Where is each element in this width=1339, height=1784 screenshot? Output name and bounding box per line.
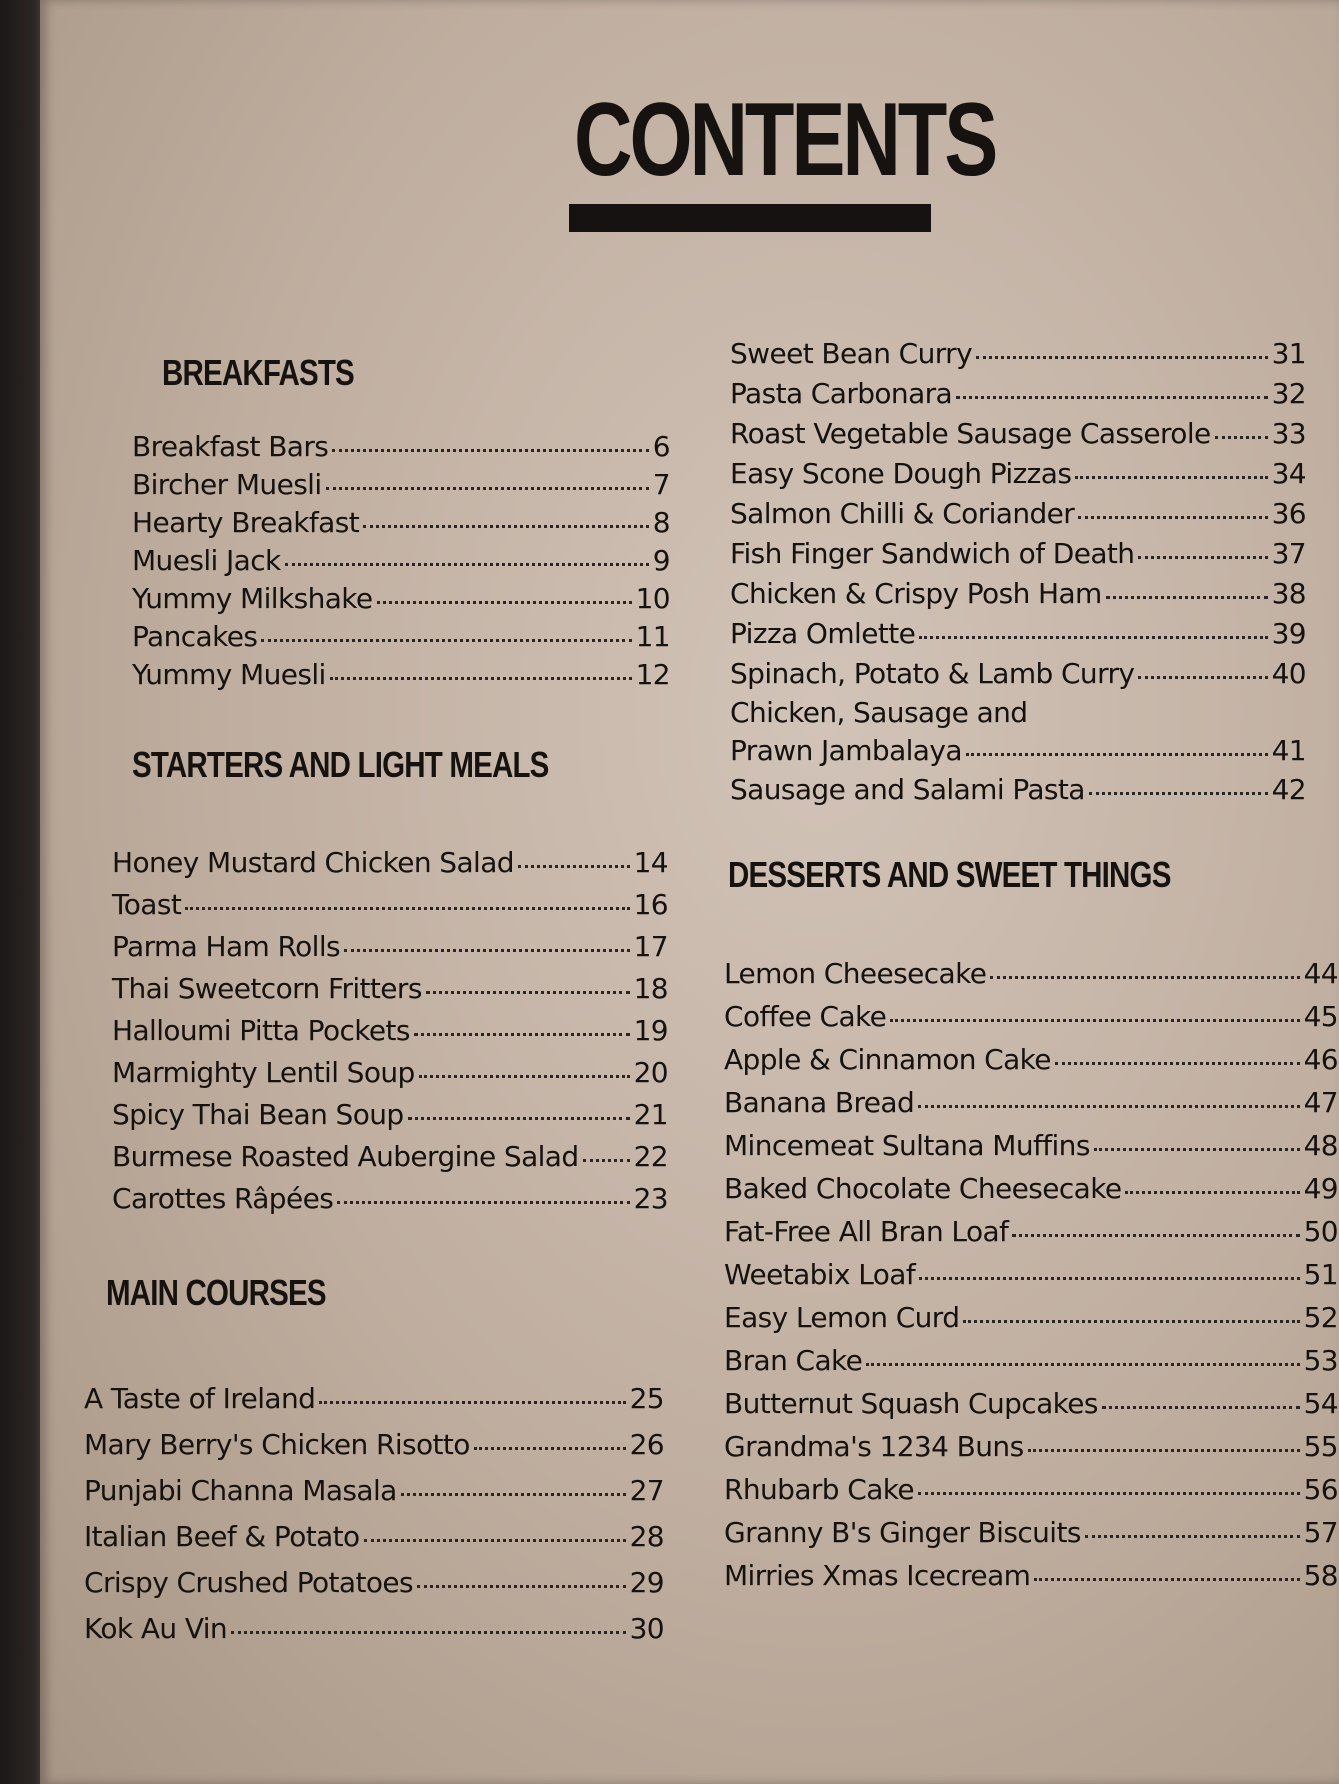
toc-entry[interactable] [724, 1296, 1338, 1339]
entry-page: 51 [1303, 1258, 1338, 1291]
entry-page: 48 [1303, 1129, 1338, 1162]
entry-page: 6 [652, 430, 670, 463]
dot-leader [976, 356, 1268, 359]
dot-leader [1028, 1449, 1300, 1452]
toc-entry[interactable] [730, 334, 1306, 374]
dot-leader [419, 1075, 630, 1078]
entry-page: 16 [633, 888, 668, 921]
dot-leader [1078, 516, 1267, 519]
entry-page: 58 [1303, 1559, 1338, 1592]
toc-entry[interactable] [112, 1178, 668, 1220]
entry-page: 38 [1271, 577, 1306, 610]
entry-page: 57 [1303, 1516, 1338, 1549]
entry-title: Salmon Chilli & Coriander [730, 497, 1075, 530]
dot-leader [1012, 1234, 1299, 1237]
dot-leader [966, 753, 1268, 756]
entry-page: 20 [633, 1056, 668, 1089]
toc-entry[interactable] [84, 1376, 664, 1422]
dot-leader [364, 1539, 626, 1542]
dot-leader [326, 487, 649, 490]
entry-page: 47 [1303, 1086, 1338, 1119]
entry-title: Roast Vegetable Sausage Casserole [730, 417, 1211, 450]
entry-title: Crispy Crushed Potatoes [84, 1566, 413, 1599]
toc-entry[interactable] [724, 1210, 1338, 1253]
toc-entry[interactable] [132, 466, 670, 504]
entry-title: Spinach, Potato & Lamb Curry [730, 657, 1135, 690]
main-courses-list-continued [730, 334, 1306, 810]
dot-leader [919, 1277, 1299, 1280]
entry-page: 41 [1271, 734, 1306, 767]
entry-page: 42 [1271, 773, 1306, 806]
toc-entry[interactable] [724, 1339, 1338, 1382]
entry-title: Burmese Roasted Aubergine Salad [112, 1140, 579, 1173]
toc-entry-wrapped[interactable] [730, 694, 1306, 770]
entry-page: 40 [1271, 657, 1306, 690]
desserts-list [724, 952, 1338, 1597]
toc-entry[interactable] [132, 428, 670, 466]
toc-entry[interactable] [112, 1010, 668, 1052]
toc-entry[interactable] [132, 618, 670, 656]
entry-title: Fish Finger Sandwich of Death [730, 537, 1135, 570]
dot-leader [1102, 1406, 1300, 1409]
entry-title: Baked Chocolate Cheesecake [724, 1172, 1122, 1205]
toc-entry[interactable] [730, 614, 1306, 654]
entry-title: Mary Berry's Chicken Risotto [84, 1428, 470, 1461]
toc-entry[interactable] [724, 1511, 1338, 1554]
dot-leader [866, 1363, 1299, 1366]
toc-entry[interactable] [112, 968, 668, 1010]
dot-leader [414, 1033, 630, 1036]
entry-page: 34 [1271, 457, 1306, 490]
entry-title: Butternut Squash Cupcakes [724, 1387, 1098, 1420]
entry-title: Coffee Cake [724, 1000, 887, 1033]
toc-entry[interactable] [730, 414, 1306, 454]
toc-entry[interactable] [730, 654, 1306, 694]
entry-title: Toast [112, 888, 182, 921]
entry-page: 45 [1303, 1000, 1338, 1033]
dot-leader [344, 949, 630, 952]
entry-title: A Taste of Ireland [84, 1382, 316, 1415]
entry-title: Easy Scone Dough Pizzas [730, 457, 1072, 490]
entry-title: Easy Lemon Curd [724, 1301, 960, 1334]
dot-leader [408, 1117, 630, 1120]
toc-entry[interactable] [724, 1038, 1338, 1081]
toc-entry[interactable] [724, 1081, 1338, 1124]
dot-leader [363, 525, 649, 528]
toc-entry[interactable] [724, 1468, 1338, 1511]
entry-page: 21 [633, 1098, 668, 1131]
entry-page: 8 [652, 506, 670, 539]
dot-leader [185, 907, 629, 910]
entry-page: 28 [629, 1520, 664, 1553]
main-courses-list [84, 1376, 664, 1652]
dot-leader [337, 1201, 629, 1204]
toc-entry[interactable] [84, 1468, 664, 1514]
dot-leader [518, 865, 630, 868]
entry-title: Weetabix Loaf [724, 1258, 916, 1291]
entry-title: Hearty Breakfast [132, 506, 360, 539]
entry-title: Thai Sweetcorn Fritters [112, 972, 422, 1005]
dot-leader [474, 1447, 626, 1450]
entry-title: Marmighty Lentil Soup [112, 1056, 415, 1089]
entry-page: 25 [629, 1382, 664, 1415]
entry-page: 29 [629, 1566, 664, 1599]
section-heading-starters: STARTERS AND LIGHT MEALS [132, 744, 549, 785]
toc-entry[interactable] [112, 1052, 668, 1094]
toc-entry[interactable] [724, 1382, 1338, 1425]
entry-page: 50 [1303, 1215, 1338, 1248]
toc-entry[interactable] [730, 534, 1306, 574]
dot-leader [377, 601, 632, 604]
toc-entry[interactable] [724, 1124, 1338, 1167]
toc-entry[interactable] [724, 1425, 1338, 1468]
toc-entry[interactable] [112, 926, 668, 968]
dot-leader [890, 1019, 1299, 1022]
contents-page [40, 0, 1339, 1784]
dot-leader [963, 1320, 1299, 1323]
title-underline [569, 204, 931, 232]
dot-leader [1055, 1062, 1300, 1065]
dot-leader [1034, 1578, 1299, 1581]
section-heading-main-courses: MAIN COURSES [106, 1272, 326, 1313]
entry-page: 33 [1271, 417, 1306, 450]
entry-title: Halloumi Pitta Pockets [112, 1014, 410, 1047]
toc-entry[interactable] [84, 1560, 664, 1606]
toc-entry[interactable] [724, 1167, 1338, 1210]
entry-page: 30 [629, 1612, 664, 1645]
toc-entry[interactable] [112, 884, 668, 926]
toc-entry[interactable] [112, 1136, 668, 1178]
entry-page: 7 [652, 468, 670, 501]
dot-leader [919, 636, 1267, 639]
entry-title: Carottes Râpées [112, 1182, 334, 1215]
toc-entry[interactable] [112, 842, 668, 884]
dot-leader [285, 563, 649, 566]
entry-title: Granny B's Ginger Biscuits [724, 1516, 1081, 1549]
entry-title: Chicken & Crispy Posh Ham [730, 577, 1102, 610]
dot-leader [261, 639, 631, 642]
entry-page: 27 [629, 1474, 664, 1507]
entry-title: Mirries Xmas Icecream [724, 1559, 1031, 1592]
dot-leader [918, 1492, 1300, 1495]
entry-page: 26 [629, 1428, 664, 1461]
entry-page: 49 [1303, 1172, 1338, 1205]
toc-entry[interactable] [730, 770, 1306, 810]
entry-title: Yummy Milkshake [132, 582, 373, 615]
dot-leader [417, 1585, 626, 1588]
entry-title: Fat-Free All Bran Loaf [724, 1215, 1009, 1248]
entry-title: Pizza Omlette [730, 617, 916, 650]
dot-leader [956, 396, 1267, 399]
entry-page: 39 [1271, 617, 1306, 650]
toc-entry[interactable] [132, 656, 670, 694]
entry-title: Punjabi Channa Masala [84, 1474, 397, 1507]
entry-title: Bircher Muesli [132, 468, 322, 501]
entry-page: 18 [633, 972, 668, 1005]
entry-page: 19 [633, 1014, 668, 1047]
entry-page: 14 [633, 846, 668, 879]
dot-leader [319, 1401, 625, 1404]
starters-list [112, 842, 668, 1220]
entry-page: 54 [1303, 1387, 1338, 1420]
entry-page: 37 [1271, 537, 1306, 570]
dot-leader [583, 1159, 630, 1162]
entry-page: 23 [633, 1182, 668, 1215]
entry-title-continued: Prawn Jambalaya [730, 734, 962, 767]
toc-entry[interactable] [730, 374, 1306, 414]
entry-title: Sweet Bean Curry [730, 337, 973, 370]
entry-page: 53 [1303, 1344, 1338, 1377]
toc-entry[interactable] [84, 1514, 664, 1560]
dot-leader [1215, 436, 1268, 439]
dot-leader [332, 449, 649, 452]
entry-title: Spicy Thai Bean Soup [112, 1098, 404, 1131]
toc-entry[interactable] [724, 1253, 1338, 1296]
entry-page: 9 [652, 544, 670, 577]
entry-title: Grandma's 1234 Buns [724, 1430, 1024, 1463]
toc-entry[interactable] [730, 494, 1306, 534]
entry-page: 56 [1303, 1473, 1338, 1506]
entry-page: 12 [635, 658, 670, 691]
toc-entry[interactable] [724, 1554, 1338, 1597]
entry-title: Parma Ham Rolls [112, 930, 341, 963]
dot-leader [330, 677, 632, 680]
entry-page: 46 [1303, 1043, 1338, 1076]
entry-title: Italian Beef & Potato [84, 1520, 360, 1553]
entry-page: 10 [635, 582, 670, 615]
dot-leader [1125, 1191, 1299, 1194]
entry-title: Lemon Cheesecake [724, 957, 987, 990]
dot-leader [990, 976, 1299, 979]
toc-entry[interactable] [132, 504, 670, 542]
entry-page: 32 [1271, 377, 1306, 410]
entry-title: Chicken, Sausage and [730, 696, 1028, 729]
entry-page: 17 [633, 930, 668, 963]
toc-entry[interactable] [132, 580, 670, 618]
dot-leader [1106, 596, 1268, 599]
toc-entry[interactable] [112, 1094, 668, 1136]
dot-leader [231, 1631, 625, 1634]
entry-title: Banana Bread [724, 1086, 915, 1119]
toc-entry[interactable] [724, 952, 1338, 995]
entry-title: Sausage and Salami Pasta [730, 773, 1085, 806]
entry-page: 52 [1303, 1301, 1338, 1334]
entry-title: Breakfast Bars [132, 430, 329, 463]
dot-leader [401, 1493, 626, 1496]
toc-entry[interactable] [730, 574, 1306, 614]
entry-title: Bran Cake [724, 1344, 863, 1377]
dot-leader [1075, 476, 1267, 479]
dot-leader [918, 1105, 1299, 1108]
entry-page: 31 [1271, 337, 1306, 370]
entry-page: 22 [633, 1140, 668, 1173]
entry-title: Rhubarb Cake [724, 1473, 915, 1506]
dot-leader [1085, 1535, 1300, 1538]
toc-entry[interactable] [84, 1422, 664, 1468]
page-title: CONTENTS [574, 82, 996, 198]
entry-title: Apple & Cinnamon Cake [724, 1043, 1051, 1076]
entry-page: 11 [635, 620, 670, 653]
section-heading-breakfasts: BREAKFASTS [162, 352, 354, 393]
entry-page: 36 [1271, 497, 1306, 530]
entry-title: Muesli Jack [132, 544, 281, 577]
toc-entry[interactable] [84, 1606, 664, 1652]
entry-title: Mincemeat Sultana Muffins [724, 1129, 1090, 1162]
dot-leader [1138, 556, 1267, 559]
toc-entry[interactable] [724, 995, 1338, 1038]
toc-entry[interactable] [730, 454, 1306, 494]
section-heading-desserts: DESSERTS AND SWEET THINGS [728, 854, 1171, 895]
entry-title: Pasta Carbonara [730, 377, 953, 410]
entry-page: 44 [1303, 957, 1338, 990]
breakfasts-list [132, 428, 670, 694]
entry-title: Yummy Muesli [132, 658, 326, 691]
entry-title: Kok Au Vin [84, 1612, 228, 1645]
entry-title: Pancakes [132, 620, 258, 653]
dot-leader [1089, 792, 1268, 795]
entry-title: Honey Mustard Chicken Salad [112, 846, 514, 879]
dot-leader [1138, 676, 1267, 679]
entry-page: 55 [1303, 1430, 1338, 1463]
dot-leader [426, 991, 630, 994]
toc-entry[interactable] [132, 542, 670, 580]
dot-leader [1094, 1148, 1300, 1151]
